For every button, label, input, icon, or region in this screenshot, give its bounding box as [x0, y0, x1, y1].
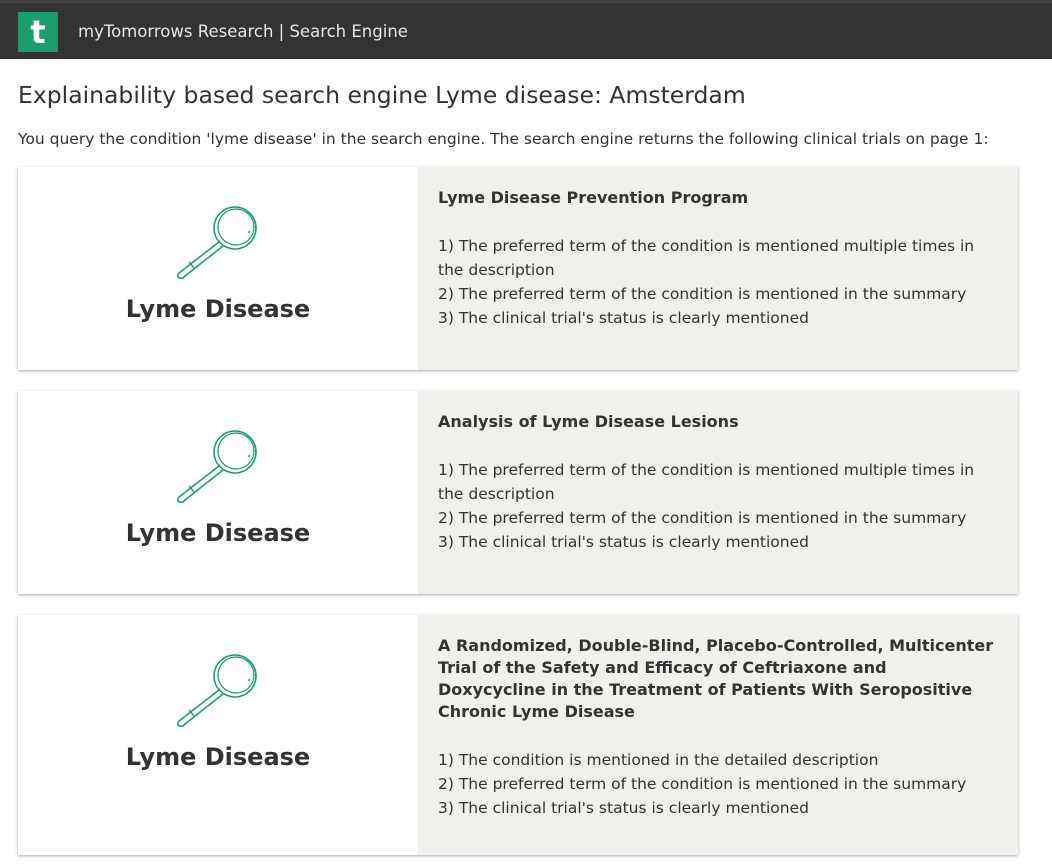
- app-title[interactable]: myTomorrows Research | Search Engine: [78, 22, 408, 41]
- result-title[interactable]: Lyme Disease Prevention Program: [438, 188, 749, 207]
- result-reason: 2) The preferred term of the condition is mentioned in the summary: [438, 285, 967, 303]
- magnifying-glass-icon: [173, 429, 263, 505]
- page-title: Explainability based search engine Lyme disease: Amsterdam: [18, 81, 746, 109]
- result-card[interactable]: [18, 391, 1018, 594]
- result-card-details: [418, 615, 1018, 855]
- result-card-details: [418, 167, 1018, 370]
- result-card[interactable]: [18, 615, 1018, 855]
- top-navbar: [0, 0, 1052, 59]
- result-reason: 2) The preferred term of the condition is mentioned in the summary: [438, 509, 967, 527]
- result-reason: 1) The preferred term of the condition is mentioned multiple times in the description: [438, 237, 975, 279]
- magnifying-glass-icon: [173, 205, 263, 281]
- result-reason: 1) The preferred term of the condition is mentioned multiple times in the description: [438, 461, 975, 503]
- result-reason: 3) The clinical trial's status is clearly mentioned: [438, 533, 809, 551]
- result-card-label: Lyme Disease: [125, 519, 311, 547]
- result-title[interactable]: A Randomized, Double-Blind, Placebo-Controlled, Multicenter Trial of the Safety and Efficacy of Ceftriaxone and Doxycycline in the Treatment of Patients With Seropositive Chronic Lyme Disease: [438, 636, 994, 721]
- result-reason: 1) The condition is mentioned in the detailed description: [438, 751, 879, 769]
- result-card-image: [18, 391, 418, 594]
- result-reason: 2) The preferred term of the condition is mentioned in the summary: [438, 775, 967, 793]
- result-card-label: Lyme Disease: [125, 743, 311, 771]
- result-card-image: [18, 167, 418, 370]
- result-card-image: [18, 615, 418, 855]
- page-intro: You query the condition 'lyme disease' in the search engine. The search engine returns the following clinical trials on page 1:: [18, 130, 989, 148]
- result-reason: 3) The clinical trial's status is clearly mentioned: [438, 309, 809, 327]
- result-card[interactable]: [18, 167, 1018, 370]
- result-title[interactable]: Analysis of Lyme Disease Lesions: [438, 412, 739, 431]
- magnifying-glass-icon: [173, 653, 263, 729]
- result-card-label: Lyme Disease: [125, 295, 311, 323]
- result-reason: 3) The clinical trial's status is clearly mentioned: [438, 799, 809, 817]
- result-card-details: [418, 391, 1018, 594]
- app-logo[interactable]: t: [18, 12, 58, 52]
